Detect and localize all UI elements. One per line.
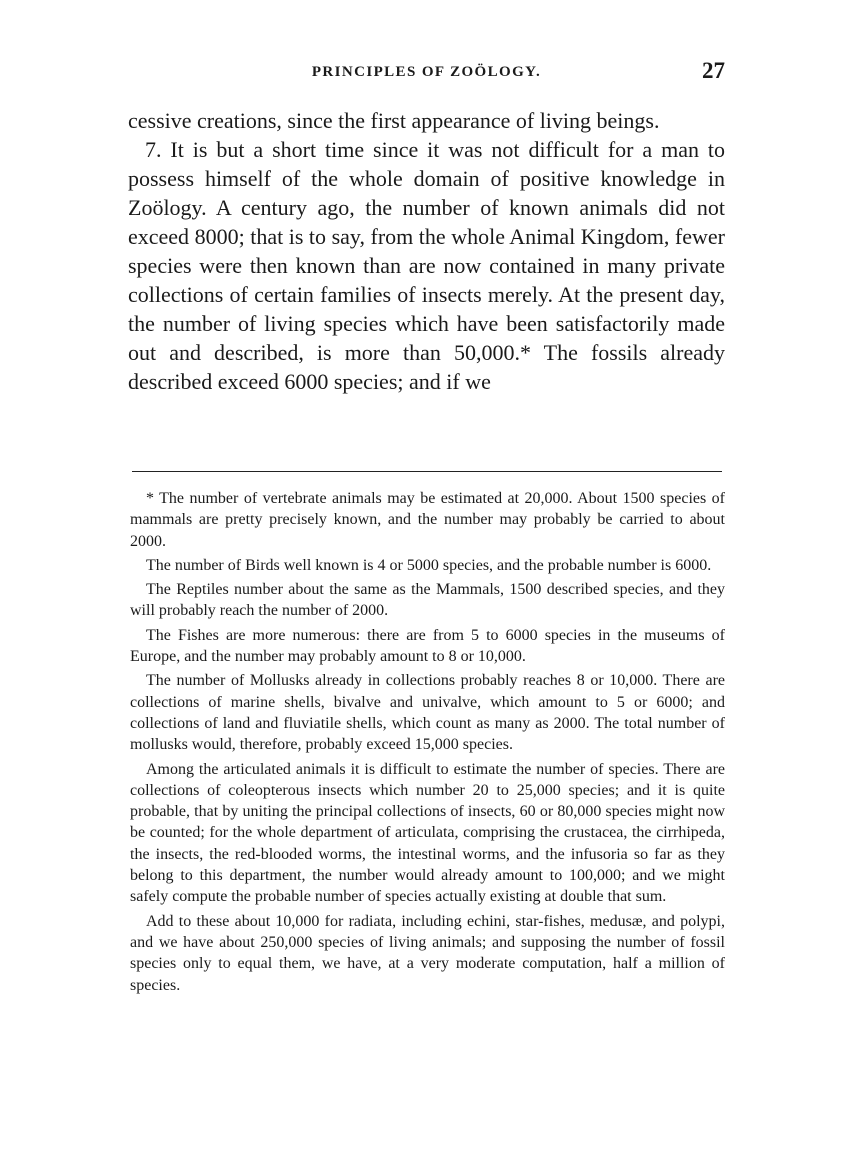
footnote-articulata: Among the articulated animals it is difficult to estimate the number of species. There are collections of coleopterous insects which number 20 to 25,000 species; and it is quite probable, that by uniting the principal collections of insects, 60 or 80,000 species might now be counted; for the whole department of articulata, comprising the crustacea, the cirrhipeda, the insects, the red-blooded worms, the intestinal worms, and the infusoria so far as they belong to this department, the number would already amount to 100,000; and we might safely compute the probable number of species actually existing at double that sum. bbox=[130, 760, 725, 906]
running-head bbox=[128, 58, 725, 90]
footnotes bbox=[130, 488, 725, 999]
running-title: PRINCIPLES OF ZOÖLOGY. bbox=[311, 64, 542, 80]
footnote-reptiles: The Reptiles number about the same as the Mammals, 1500 described species, and they will probably reach the number of 2000. bbox=[130, 581, 725, 620]
body-paragraph-continued: cessive creations, since the first appearance of living beings. bbox=[128, 108, 660, 133]
body-paragraph-7: 7. It is but a short time since it was not difficult for a man to possess himself of the whole domain of positive knowledge in Zoölogy. A century ago, the number of known animals did not exceed 8000; that is to say, from the whole Animal Kingdom, fewer species were then known than are now contained in many private collections of certain families of insects merely. At the present day, the number of living species which have been satisfactorily made out and described, is more than 50,000.* The fossils already described exceed 6000 species; and if we bbox=[128, 137, 725, 394]
footnote-radiata: Add to these about 10,000 for radiata, including echini, star-fishes, medusæ, and polypi, and we have about 250,000 species of living animals; and supposing the number of fossil species only to equal them, we have, at a very moderate computation, half a million of species. bbox=[130, 912, 725, 994]
footnote-divider bbox=[132, 471, 722, 472]
footnote-birds: The number of Birds well known is 4 or 5000 species, and the probable number is 6000. bbox=[146, 556, 712, 574]
footnote-mollusks: The number of Mollusks already in collections probably reaches 8 or 10,000. There are collections of marine shells, bivalve and univalve, which amount to 5 or 6000; and collections of land and fluviatile shells, which count as many as 2000. The total number of mollusks would, therefore, probably exceed 15,000 species. bbox=[130, 672, 725, 754]
footnote-fishes: The Fishes are more numerous: there are from 5 to 6000 species in the museums of Europe, and the number may probably amount to 8 or 10,000. bbox=[130, 626, 725, 666]
page-number: 27 bbox=[702, 58, 725, 83]
footnote-vertebrates: * The number of vertebrate animals may be estimated at 20,000. About 1500 species of mammals are pretty precisely known, and the number may probably be carried to about 2000. bbox=[130, 490, 725, 550]
body-text bbox=[128, 106, 725, 396]
